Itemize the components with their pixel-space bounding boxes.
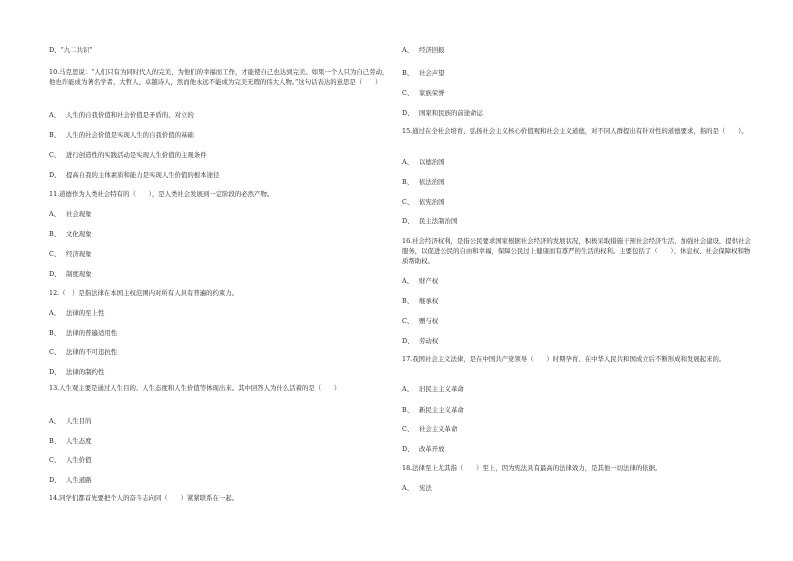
q13-option-d: D、 人生道路 xyxy=(49,476,92,484)
question-17: 17.我国社会主义法律，是在中国共产党领导（ ）时期孕育、在中华人民共和国成立后不断形成和发展起来的。 xyxy=(402,355,726,363)
q17-option-d: D、 改革开放 xyxy=(402,445,445,453)
q16-option-b: B、 继承权 xyxy=(402,297,439,305)
q10-option-c: C、 进行创造性的实践活动是实现人生价值的主观条件 xyxy=(49,151,207,159)
q17-option-a: A、 旧民主主义革命 xyxy=(402,385,464,393)
q12-option-b: B、 法律的普遍适用性 xyxy=(49,329,118,337)
q11-option-b: B、 文化现象 xyxy=(49,230,92,238)
question-14: 14.同学们都首先要把个人的奋斗志向同（ ）紧紧联系在一起。 xyxy=(49,494,239,502)
q14-option-d: D、 国家和民族的前途命运 xyxy=(402,109,483,117)
q14-option-c: C、 家族荣誉 xyxy=(402,89,445,97)
q11-option-d: D、 制度现象 xyxy=(49,270,92,278)
q16-option-d: D、 劳动权 xyxy=(402,337,439,345)
q13-option-a: A、 人生目的 xyxy=(49,417,92,425)
q14-option-b: B、 社会声望 xyxy=(402,69,445,77)
q14-option-a: A、 经济回报 xyxy=(402,46,445,54)
q13-option-c: C、 人生价值 xyxy=(49,456,92,464)
q15-option-b: B、 依法治国 xyxy=(402,178,445,186)
q17-option-c: C、 社会主义革命 xyxy=(402,425,458,433)
q15-option-a: A、 以德治国 xyxy=(402,158,445,166)
q15-option-d: D、 民主法制治国 xyxy=(402,217,458,225)
q16-option-a: A、 财产权 xyxy=(402,277,439,285)
q10-option-b: B、 人生的社会价值是实现人生的自我价值的基础 xyxy=(49,131,194,139)
question-16: 16.社会经济权利，是指公民要求国家根据社会经济的发展状况，积极采取措施干预社会经济生活，加强社会建设，提供社会服务，以促进公民的自由和幸福，保障公民过上健康而有尊严的生活的权利。主要包括了（ ）、休息权、社会保障权和物质帮助权。 xyxy=(402,237,751,265)
q16-option-c: C、 赠与权 xyxy=(402,317,439,325)
question-13: 13.人生观主要是通过人生目的、人生态度和人生价值等体现出来。其中回答人为什么活着的是（ ） xyxy=(49,384,341,392)
q11-option-a: A、 社会现象 xyxy=(49,210,92,218)
question-10: 10.马克思说：“人们只有为同时代人的完美、为他们的幸福而工作，才能使自己也达到完美。如果一个人只为自己劳动，他也许能成为著名学者、大哲人、卓越诗人，然而他永远不能成为完美无瑕的伟大人物。”这句话表达的意思是（ ） xyxy=(49,68,389,86)
q12-option-d: D、 法律的制约性 xyxy=(49,368,105,376)
q17-option-b: B、 新民主主义革命 xyxy=(402,406,464,414)
q18-option-a: A、 宪法 xyxy=(402,484,432,492)
q13-option-b: B、 人生态度 xyxy=(49,437,92,445)
q15-option-c: C、 依宪治国 xyxy=(402,198,445,206)
question-15: 15.通过在全社会培育、弘扬社会主义核心价值观和社会主义道德，对不同人群提出有针对性的道德要求，指的是（ ）。 xyxy=(402,127,748,135)
q10-option-a: A、 人生的自我价值和社会价值是矛盾的、对立的 xyxy=(49,111,194,119)
q11-option-c: C、 经济现象 xyxy=(49,250,92,258)
q10-option-d: D、 提高自我的主体素质和能力是实现人生价值的根本途径 xyxy=(49,171,220,179)
option-d-nine-consensus: D、“九二共识” xyxy=(49,46,93,54)
question-12: 12.（ ）是指法律在本国主权范围内对所有人具有普遍的约束力。 xyxy=(49,289,239,297)
question-18: 18.法律至上尤其指（ ）至上，因为宪法具有最高的法律效力，是其他一切法律的依据。 xyxy=(402,464,662,472)
q12-option-a: A、 法律的至上性 xyxy=(49,309,105,317)
q12-option-c: C、 法律的不可违抗性 xyxy=(49,348,118,356)
question-11: 11.道德作为人类社会特有的（ ），是人类社会发展到一定阶段的必然产物。 xyxy=(49,190,274,198)
